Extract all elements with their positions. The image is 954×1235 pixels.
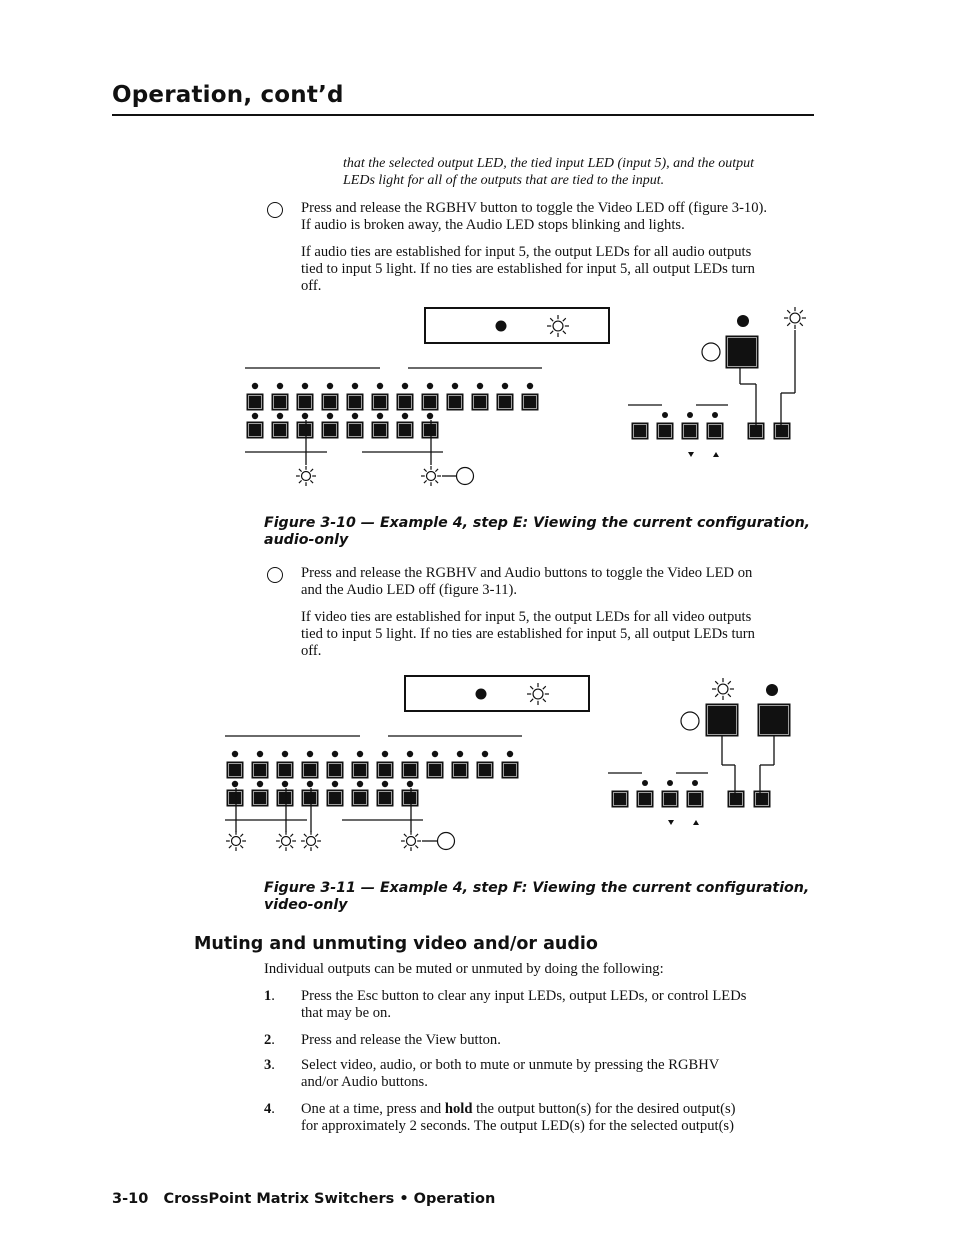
control-led <box>662 412 668 418</box>
output-led <box>377 413 383 419</box>
control-button <box>728 791 744 807</box>
input-button <box>227 762 243 778</box>
input-led <box>452 383 458 389</box>
input-5-indicator <box>457 468 474 485</box>
sun-icon <box>226 831 246 851</box>
input-button <box>327 762 343 778</box>
input-led <box>307 751 313 757</box>
press-indicator <box>681 712 699 730</box>
input-button <box>397 394 413 410</box>
output-button <box>372 422 388 438</box>
output-led <box>352 413 358 419</box>
figure-3-10-caption-line-2: audio-only <box>264 532 349 548</box>
step-f-line-2: and the Audio LED off (figure 3-11). <box>301 582 518 598</box>
input-5-indicator <box>438 833 455 850</box>
control-button <box>637 791 653 807</box>
section-title: Muting and unmuting video and/or audio <box>194 934 598 954</box>
sun-icon <box>784 307 806 329</box>
control-led <box>692 780 698 786</box>
audio-button <box>758 704 790 736</box>
output-led <box>402 413 408 419</box>
control-button <box>662 791 678 807</box>
step-e-p2-line-1: If audio ties are established for input 5, the output LEDs for all audio outputs <box>301 244 752 260</box>
output-led <box>307 781 313 787</box>
control-button <box>612 791 628 807</box>
output-button <box>272 422 288 438</box>
input-button <box>297 394 313 410</box>
control-led <box>667 780 673 786</box>
input-button <box>247 394 263 410</box>
sun-icon <box>276 831 296 851</box>
section-intro: Individual outputs can be muted or unmuted by doing the following: <box>264 961 664 977</box>
step-e-p2-line-3: off. <box>301 278 322 294</box>
step-3-line-1: Select video, audio, or both to mute or unmute by pressing the RGBHV <box>301 1057 720 1073</box>
control-led <box>642 780 648 786</box>
output-button <box>352 790 368 806</box>
up-arrow-icon <box>693 820 699 825</box>
sun-icon <box>401 831 421 851</box>
header-rule <box>112 114 814 116</box>
input-button <box>427 762 443 778</box>
input-led <box>332 751 338 757</box>
input-led <box>502 383 508 389</box>
output-led <box>332 781 338 787</box>
output-button <box>327 790 343 806</box>
output-led <box>282 781 288 787</box>
step-4-line-2: for approximately 2 seconds. The output LED(s) for the selected output(s) <box>301 1118 734 1134</box>
input-led <box>357 751 363 757</box>
input-button <box>302 762 318 778</box>
input-button <box>522 394 538 410</box>
intro-line-1: that the selected output LED, the tied input LED (input 5), and the output <box>343 156 755 171</box>
step-2-number: 2. <box>264 1032 275 1048</box>
control-button <box>707 423 723 439</box>
rgbhv-led-off <box>737 315 749 327</box>
output-led <box>327 413 333 419</box>
output-led <box>302 413 308 419</box>
output-button <box>277 790 293 806</box>
step-e-marker <box>267 202 283 218</box>
output-led <box>382 781 388 787</box>
input-button <box>497 394 513 410</box>
output-led <box>232 781 238 787</box>
input-button <box>447 394 463 410</box>
figure-3-11-caption-line-2: video-only <box>264 897 348 913</box>
step-e-line-2: If audio is broken away, the Audio LED stops blinking and lights. <box>301 217 685 233</box>
input-led <box>282 751 288 757</box>
output-led <box>252 413 258 419</box>
output-button <box>252 790 268 806</box>
input-led <box>232 751 238 757</box>
input-led <box>432 751 438 757</box>
input-button <box>472 394 488 410</box>
input-led <box>382 751 388 757</box>
control-led <box>687 412 693 418</box>
audio-led-off <box>766 684 778 696</box>
input-led <box>407 751 413 757</box>
input-led <box>327 383 333 389</box>
lcd-display <box>425 308 609 343</box>
up-arrow-icon <box>713 452 719 457</box>
rgbhv-button <box>706 704 738 736</box>
control-button <box>754 791 770 807</box>
input-button <box>377 762 393 778</box>
lcd-led-on <box>476 689 487 700</box>
step-e-line-1: Press and release the RGBHV button to toggle the Video LED off (figure 3-10). <box>301 200 768 216</box>
rgbhv-button <box>726 336 758 368</box>
control-button <box>774 423 790 439</box>
output-led <box>257 781 263 787</box>
output-led <box>427 413 433 419</box>
input-led <box>507 751 513 757</box>
step-4-line-1: One at a time, press and hold the output button(s) for the desired output(s) <box>301 1101 736 1117</box>
input-button <box>347 394 363 410</box>
page-footer: 3-10 CrossPoint Matrix Switchers • Operation <box>112 1191 496 1207</box>
input-led <box>257 751 263 757</box>
output-button <box>297 422 313 438</box>
input-led <box>457 751 463 757</box>
input-button <box>252 762 268 778</box>
step-4-number: 4. <box>264 1101 275 1117</box>
input-button <box>477 762 493 778</box>
control-button <box>687 791 703 807</box>
sun-icon <box>296 466 316 486</box>
intro-line-2: LEDs light for all of the outputs that are tied to the input. <box>343 173 665 188</box>
input-button <box>322 394 338 410</box>
control-button <box>657 423 673 439</box>
output-button <box>377 790 393 806</box>
output-led <box>407 781 413 787</box>
step-f-p2-line-3: off. <box>301 643 322 659</box>
input-button <box>502 762 518 778</box>
step-1-number: 1. <box>264 988 275 1004</box>
step-1-line-2: that may be on. <box>301 1005 391 1021</box>
step-3-line-2: and/or Audio buttons. <box>301 1074 428 1090</box>
step-f-marker <box>267 567 283 583</box>
lcd-display <box>405 676 589 711</box>
control-button <box>682 423 698 439</box>
step-f-p2-line-1: If video ties are established for input 5, the output LEDs for all video outputs <box>301 609 752 625</box>
input-led <box>277 383 283 389</box>
step-3-number: 3. <box>264 1057 275 1073</box>
figure-3-11-diagram <box>0 668 954 868</box>
step-1-line-1: Press the Esc button to clear any input LEDs, output LEDs, or control LEDs <box>301 988 747 1004</box>
press-indicator <box>702 343 720 361</box>
output-button <box>302 790 318 806</box>
input-led <box>482 751 488 757</box>
figure-3-10-caption-line-1: Figure 3-10 — Example 4, step E: Viewing the current configuration, <box>264 515 811 531</box>
output-button <box>247 422 263 438</box>
page-header-title: Operation, cont’d <box>112 82 344 108</box>
sun-icon <box>712 678 734 700</box>
input-led <box>252 383 258 389</box>
output-led <box>357 781 363 787</box>
input-led <box>477 383 483 389</box>
down-arrow-icon <box>668 820 674 825</box>
input-button <box>402 762 418 778</box>
input-led <box>402 383 408 389</box>
output-led <box>277 413 283 419</box>
input-led <box>302 383 308 389</box>
input-led <box>377 383 383 389</box>
input-button <box>372 394 388 410</box>
input-button <box>352 762 368 778</box>
control-led <box>712 412 718 418</box>
sun-icon <box>421 466 441 486</box>
step-2-line-1: Press and release the View button. <box>301 1032 501 1048</box>
input-led <box>427 383 433 389</box>
input-button <box>272 394 288 410</box>
down-arrow-icon <box>688 452 694 457</box>
figure-3-11-caption-line-1: Figure 3-11 — Example 4, step F: Viewing the current configuration, <box>264 880 810 896</box>
control-button <box>632 423 648 439</box>
input-button <box>452 762 468 778</box>
output-button <box>422 422 438 438</box>
step-e-p2-line-2: tied to input 5 light. If no ties are established for input 5, all output LEDs turn <box>301 261 755 277</box>
output-button <box>397 422 413 438</box>
input-button <box>277 762 293 778</box>
output-button <box>322 422 338 438</box>
step-f-p2-line-2: tied to input 5 light. If no ties are established for input 5, all output LEDs turn <box>301 626 755 642</box>
sun-icon <box>301 831 321 851</box>
figure-3-10-diagram <box>0 300 954 500</box>
input-button <box>422 394 438 410</box>
input-led <box>527 383 533 389</box>
lcd-led-on <box>496 321 507 332</box>
output-button <box>227 790 243 806</box>
output-button <box>402 790 418 806</box>
output-button <box>347 422 363 438</box>
step-f-line-1: Press and release the RGBHV and Audio buttons to toggle the Video LED on <box>301 565 753 581</box>
input-led <box>352 383 358 389</box>
